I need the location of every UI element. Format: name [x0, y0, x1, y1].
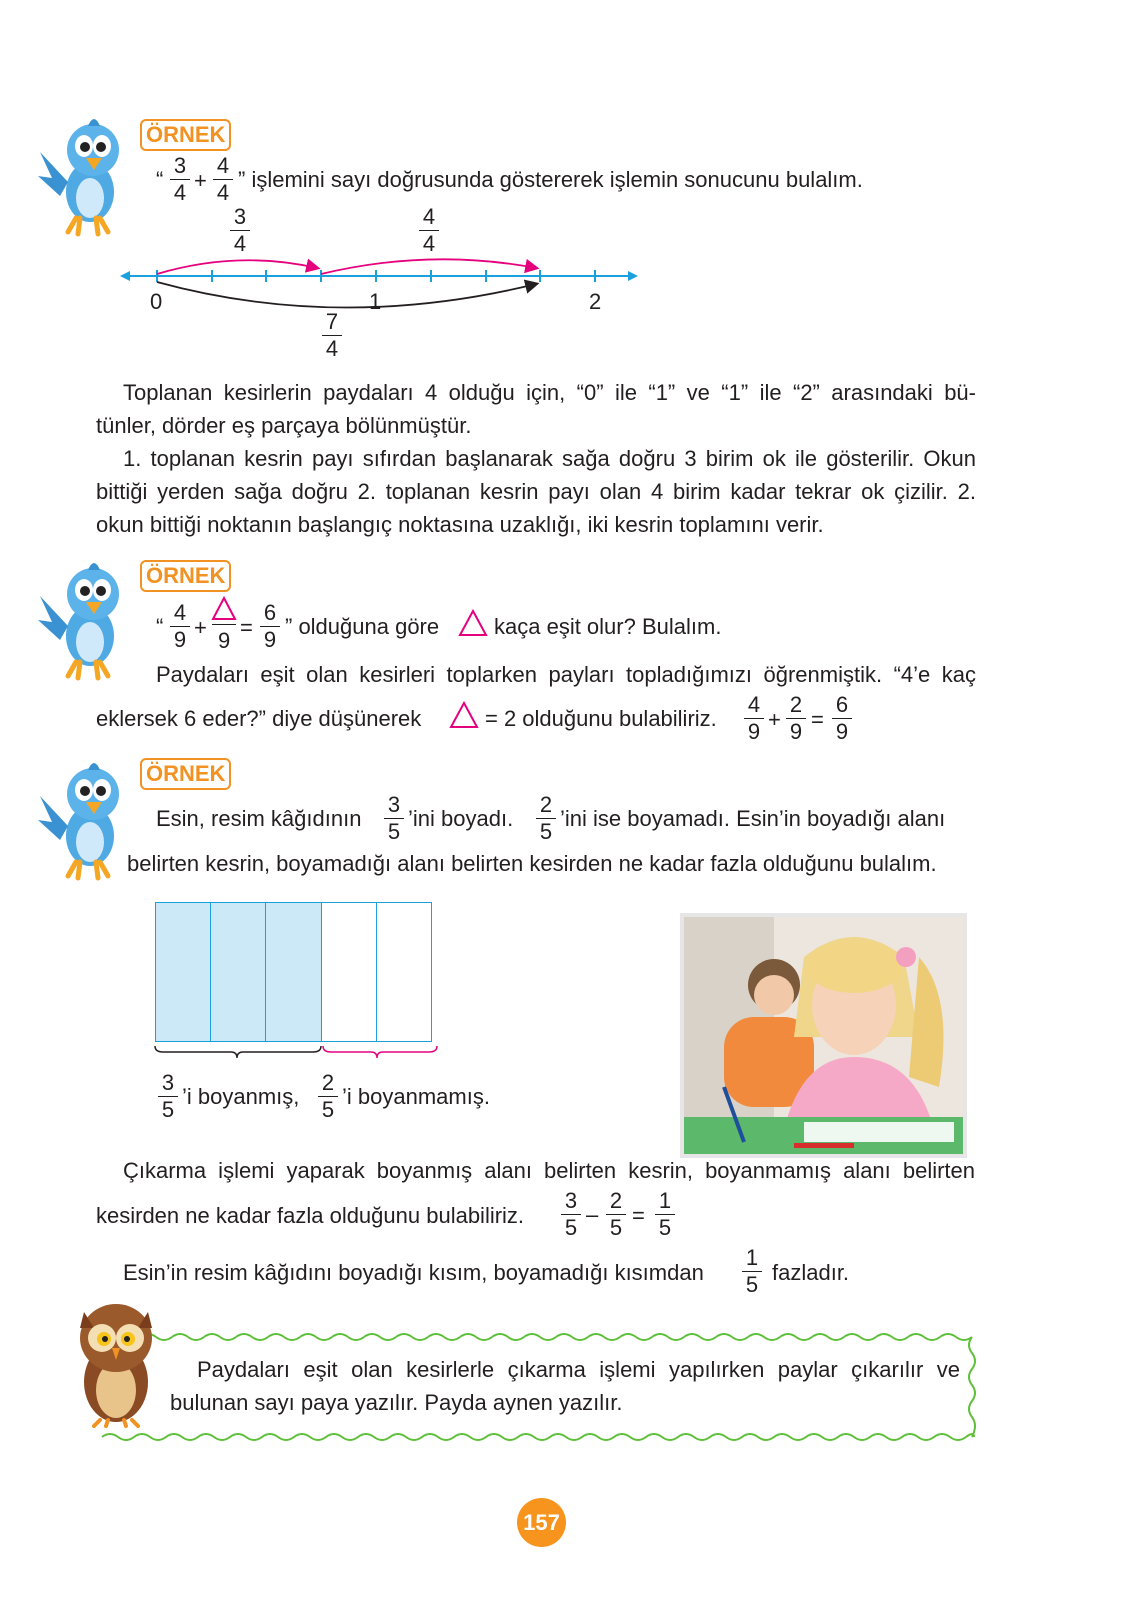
plus-sign: +: [194, 615, 207, 640]
example2-question-b: kaça eşit olur? Bulalım.: [494, 614, 722, 639]
text-line: = 2 olduğunu bulabiliriz.: [485, 706, 717, 731]
plus-sign: +: [768, 707, 781, 732]
unshaded-part: [377, 903, 431, 1041]
text-line: ’ini boyadı.: [408, 806, 514, 831]
text-line: Çıkarma işlemi yaparak boyanmış alanı belirten kesrin, boyanmamış alanı belirten: [123, 1158, 975, 1183]
quote-open: “: [156, 167, 164, 192]
arc-label-fraction: 4 4: [419, 205, 439, 256]
paragraph: Paydaları eşit olan kesirleri toplarken payları topladığımızı öğrenmiştik. “4’e kaç: [156, 662, 976, 687]
fraction: 3 5: [384, 793, 404, 844]
arc-label-fraction: 3 4: [230, 205, 250, 256]
shaded-part: [266, 903, 321, 1041]
example-badge: ÖRNEK: [140, 560, 231, 592]
text-line: Esin, resim kâğıdının: [156, 806, 362, 831]
plus-sign: +: [194, 168, 207, 193]
unshaded-part: [322, 903, 377, 1041]
example-badge: ÖRNEK: [140, 758, 231, 790]
note-text: Paydaları eşit olan kesirlerle çıkarma işlemi yapılırken paylar çıkarılır ve bulunan sayı paya yazılır. Payda aynen yazılır.: [170, 1357, 960, 1415]
brace: [153, 1044, 443, 1062]
paragraph: Toplanan kesirlerin paydaları 4 olduğu için, “0” ile “1” ve “1” ile “2” arasındaki bü- tünler, dörder eş parçaya bölünmüştür. 1. toplanan kesrin payı sıfırdan başlanarak sağa doğru 3 birim ok ile gösterilir. Okun bittiği yerden sağa doğru 2. toplanan kesrin payı olan 4 birim kadar tekrar ok çizilir. 2. okun bittiği noktanın başlangıç noktasına uzaklığı, iki kesrin toplamını verir.: [96, 380, 976, 537]
fraction: 2 5: [606, 1189, 626, 1240]
text-line: kesirden ne kadar fazla olduğunu bulabiliriz.: [96, 1203, 525, 1228]
tick-label: 2: [589, 289, 602, 314]
example1-question: ” işlemini sayı doğrusunda göstererek işlemin sonucunu bulalım.: [238, 167, 863, 192]
fraction: 3 5: [158, 1071, 178, 1122]
example2-question-a: ” olduğuna göre: [285, 614, 440, 639]
tick-label: 0: [150, 289, 163, 314]
shaded-part: [211, 903, 266, 1041]
fraction: 4 9: [744, 693, 764, 744]
fraction: 4 9: [170, 601, 190, 652]
triangle-icon: [449, 701, 479, 729]
caption: ’i boyanmamış.: [342, 1084, 490, 1109]
fraction: 2 5: [536, 793, 556, 844]
equals-sign: =: [240, 615, 253, 640]
bird-mascot-icon: [38, 112, 138, 237]
caption: ’i boyanmış,: [182, 1084, 300, 1109]
fraction: 1 5: [655, 1189, 675, 1240]
minus-sign: –: [586, 1202, 599, 1227]
girl-drawing-photo: [680, 913, 967, 1158]
fraction: 2 5: [318, 1071, 338, 1122]
fraction: 6 9: [832, 693, 852, 744]
triangle-icon: [211, 596, 237, 622]
fraction: 6 9: [260, 601, 280, 652]
owl-mascot-icon: [70, 1298, 162, 1428]
text-line: eklersek 6 eder?” diye düşünerek: [96, 706, 422, 731]
denominator: 9: [218, 628, 231, 653]
fraction: 1 5: [742, 1246, 762, 1297]
fraction: 4 4: [213, 154, 233, 205]
page-number: 157: [517, 1498, 566, 1547]
conclusion-text: fazladır.: [772, 1260, 850, 1285]
arc-label-fraction: 7 4: [322, 310, 342, 361]
fraction: 3 4: [170, 154, 190, 205]
text-line: ’ini ise boyamadı. Esin’in boyadığı alanı: [560, 806, 946, 831]
fraction: 2 9: [786, 693, 806, 744]
bird-mascot-icon: [38, 556, 138, 681]
quote-open: “: [156, 614, 164, 639]
equals-sign: =: [811, 707, 824, 732]
shaded-part: [156, 903, 211, 1041]
text-line: belirten kesrin, boyamadığı alanı belirten kesirden ne kadar fazla olduğunu bulalım.: [127, 851, 937, 876]
equals-sign: =: [632, 1203, 645, 1228]
bird-mascot-icon: [38, 756, 138, 881]
conclusion-text: Esin’in resim kâğıdını boyadığı kısım, boyamadığı kısımdan: [123, 1260, 704, 1285]
tick-label: 1: [369, 289, 382, 314]
triangle-icon: [458, 609, 488, 637]
example-badge: ÖRNEK: [140, 119, 231, 151]
fraction: 3 5: [561, 1189, 581, 1240]
fraction-bar-model: [155, 902, 432, 1042]
